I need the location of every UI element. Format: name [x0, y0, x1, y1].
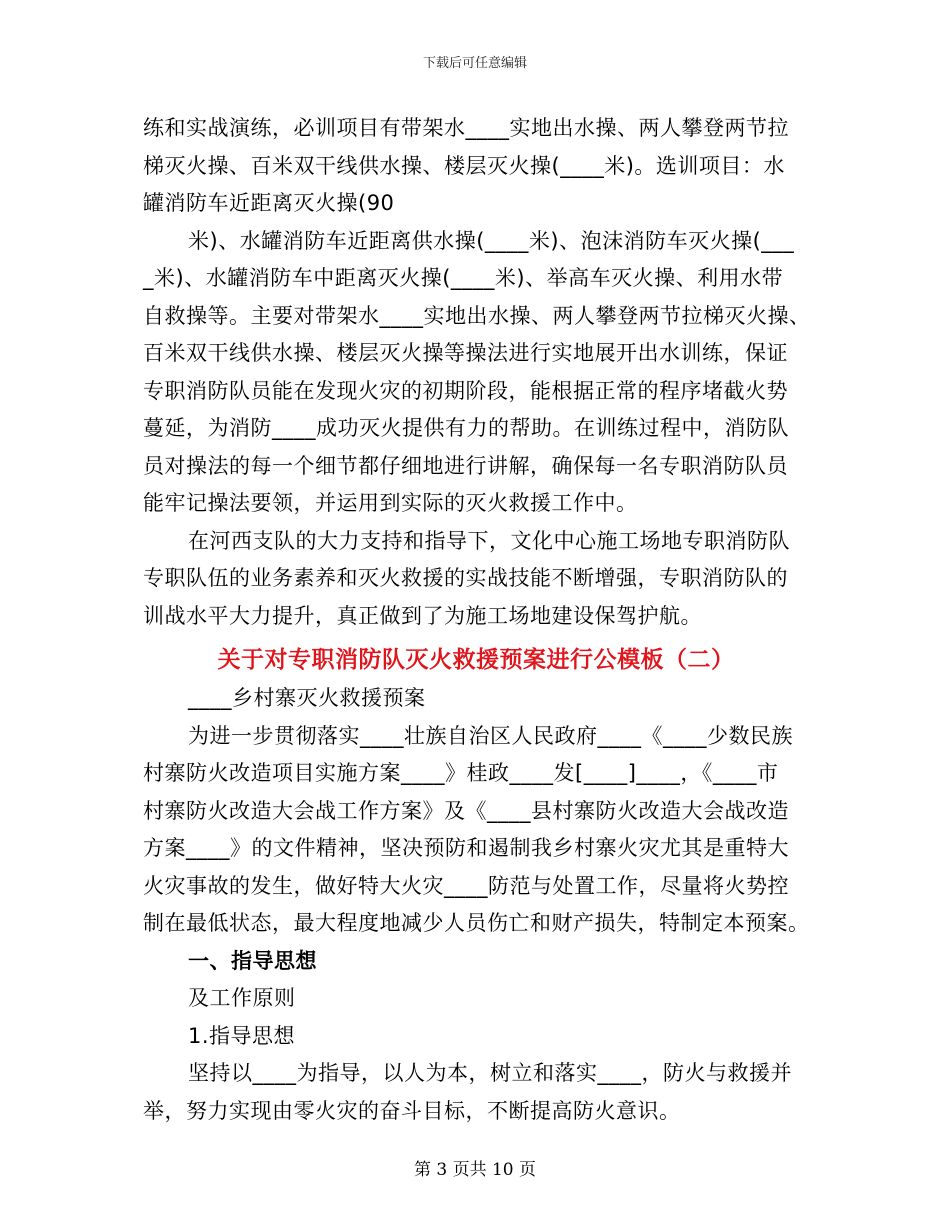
- paragraph-purpose: [143, 718, 809, 943]
- text-line: 自救操等。主要对带架水____实地出水操、两人攀登两节拉梯灭火操、: [143, 303, 811, 328]
- text-line: 梯灭火操、百米双干线供水操、楼层灭火操(____米)。选训项目：水: [143, 153, 785, 178]
- text-line: 坚持以____为指导，以人为本，树立和落实____，防火与救援并: [188, 1061, 792, 1085]
- subheading-guiding-ideology: 1.指导思想: [188, 1023, 296, 1048]
- text-line: 百米双干线供水操、楼层灭火操等操法进行实地展开出水训练，保证: [143, 341, 788, 365]
- text-line: 训战水平大力提升，真正做到了为施工场地建设保驾护航。: [143, 603, 702, 628]
- heading-guiding-ideology: 一、指导思想: [188, 948, 317, 973]
- paragraph-training-items: [143, 110, 809, 223]
- text-line: 方案____》的文件精神，坚决预防和遏制我乡村寨火灾尤其是重特大: [143, 836, 789, 860]
- text-line: 制在最低状态，最大程度地减少人员伤亡和财产损失，特制定本预案。: [143, 911, 810, 935]
- text-line: 能牢记操法要领，并运用到实际的灭火救援工作中。: [143, 491, 638, 515]
- paragraph-training-methods: [143, 223, 809, 523]
- text-line: 专职消防队员能在发现火灾的初期阶段，能根据正常的程序堵截火势: [143, 378, 788, 403]
- text-line: 米)、水罐消防车近距离供水操(____米)、泡沫消防车灭火操(___: [188, 228, 795, 253]
- text-line: 村寨防火改造项目实施方案____》桂政____发[____]____，《____市: [143, 761, 779, 785]
- text-line: 为进一步贯彻落实____壮族自治区人民政府____《____少数民族: [188, 723, 793, 748]
- text-line: 罐消防车近距离灭火操(90: [143, 191, 395, 215]
- paragraph-support: [143, 523, 809, 636]
- text-line: 专职队伍的业务素养和灭火救援的实战技能不断增强，专职消防队的: [143, 566, 788, 590]
- text-line: 火灾事故的发生，做好特大火灾____防范与处置工作，尽量将火势控: [143, 873, 789, 898]
- text-line: 练和实战演练，必训项目有带架水____实地出水操、两人攀登两节拉: [143, 116, 789, 140]
- paragraph-principles: [143, 1055, 809, 1130]
- page-header: 下载后可任意编辑: [422, 56, 527, 71]
- text-line: 村寨防火改造大会战工作方案》及《____县村寨防火改造大会战改造: [143, 798, 789, 823]
- text-line: 员对操法的每一个细节都仔细地进行讲解，确保每一名专职消防队员: [143, 453, 788, 478]
- section-title: 关于对专职消防队灭火救援预案进行公模板（二）: [217, 647, 735, 673]
- plan-subtitle: ____乡村寨灭火救援预案: [188, 686, 426, 710]
- document-body: [143, 110, 809, 1130]
- text-line: _米)、水罐消防车中距离灭火操(____米)、举高车灭火操、利用水带: [143, 266, 784, 290]
- text-line: 蔓延，为消防____成功灭火提供有力的帮助。在训练过程中，消防队: [143, 416, 789, 440]
- text-line: 举，努力实现由零火灾的奋斗目标，不断提高防火意识。: [143, 1098, 681, 1123]
- page-number: 第 3 页共 10 页: [413, 1160, 537, 1180]
- text-line: 在河西支队的大力支持和指导下，文化中心施工场地专职消防队: [188, 528, 790, 553]
- heading-continuation: 及工作原则: [188, 986, 296, 1010]
